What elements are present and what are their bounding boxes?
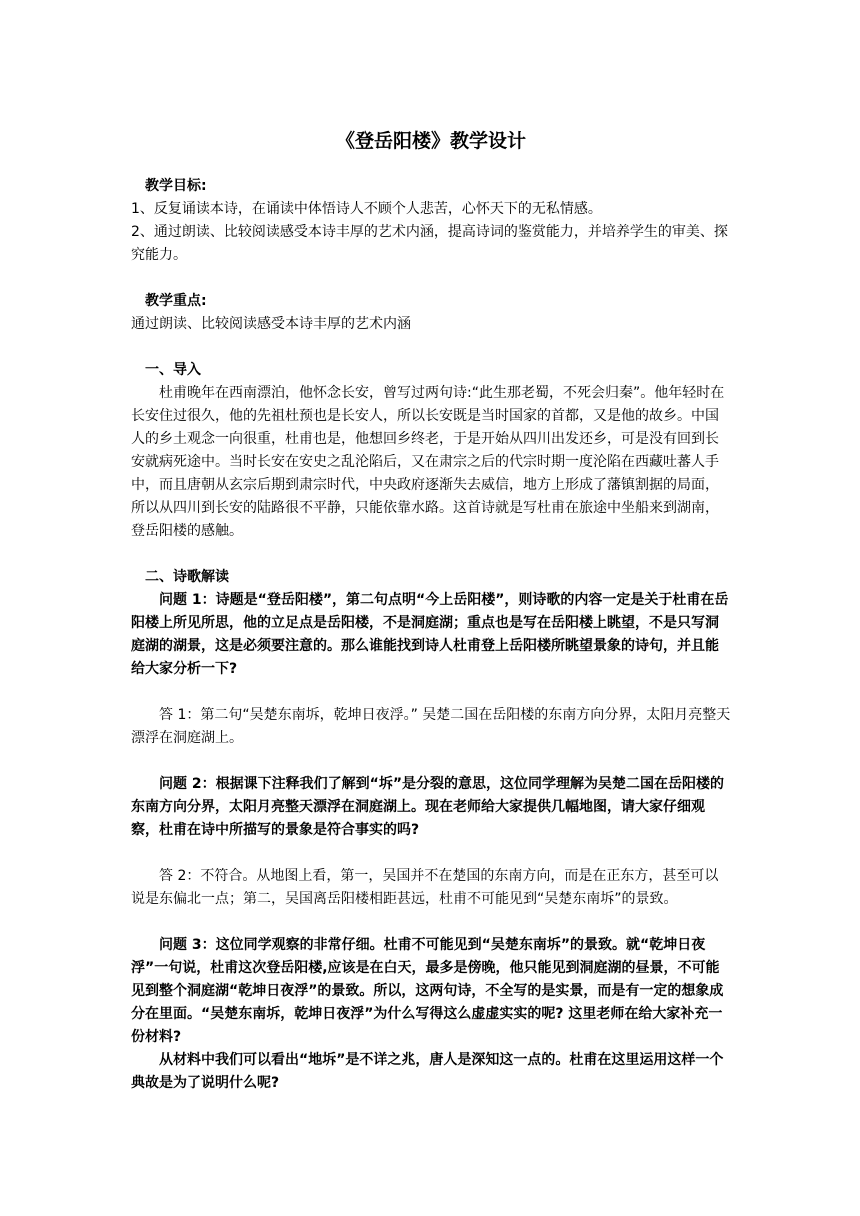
keypoints-heading: 教学重点: [145,292,207,309]
question-3-followup: 从材料中我们可以看出“地坼”是不详之兆，唐人是深知这一点的。杜甫在这里运用这样一个典故是为了说明什么呢? [131,1051,724,1091]
spacer [131,336,731,359]
spacer [131,543,731,566]
objectives-heading: 教学目标: [145,177,207,194]
objective-item-2: 2、通过朗读、比较阅读感受本诗丰厚的艺术内涵，提高诗词的鉴赏能力，并培养学生的审美、探究能力。 [131,223,728,263]
reading-heading: 二、诗歌解读 [145,568,229,585]
spacer [131,750,731,773]
intro-heading: 一、导入 [145,361,201,378]
answer-2: 答 2：不符合。从地图上看，第一，吴国并不在楚国的东南方向，而是在正东方，甚至可以说是东偏北一点；第二，吴国离岳阳楼相距甚远，杜甫不可能见到“吴楚东南坼”的景致。 [131,867,719,907]
intro-paragraph: 杜甫晚年在西南漂泊，他怀念长安，曾写过两句诗:“此生那老蜀，不死会归秦”。他年轻时在长安住过很久，他的先祖杜预也是长安人，所以长安既是当时国家的首都，又是他的故乡。中国人的乡土观念一向很重，杜甫也是，他想回乡终老，于是开始从四川出发还乡，可是没有回到长安就病死途中。当时长安在安史之乱沦陷后，又在肃宗之后的代宗时期一度沦陷在西藏吐蕃人手中，而且唐朝从玄宗后期到肃宗时代，中央政府逐渐失去威信，地方上形成了藩镇割据的局面，所以从四川到长安的陆路很不平静，只能依靠水路。这首诗就是写杜甫在旅途中坐船来到湖南，登岳阳楼的感触。 [131,384,725,539]
document-body [131,128,731,1095]
document-title: 《登岳阳楼》教学设计 [335,130,526,152]
spacer [131,681,731,704]
objective-item-1: 1、反复诵读本诗，在诵读中体悟诗人不顾个人悲苦，心怀天下的无私情感。 [131,200,602,217]
question-2: 问题 2：根据课下注释我们了解到“坼”是分裂的意思，这位同学理解为吴楚二国在岳阳楼的东南方向分界，太阳月亮整天漂浮在洞庭湖上。现在老师给大家提供几幅地图，请大家仔细观察，杜甫在诗中所描写的景象是符合事实的吗? [131,775,725,838]
keypoints-text: 通过朗读、比较阅读感受本诗丰厚的艺术内涵 [131,315,411,332]
answer-1: 答 1：第二句“吴楚东南坼，乾坤日夜浮。” 吴楚二国在岳阳楼的东南方向分界，太阳月亮整天漂浮在洞庭湖上。 [131,706,731,746]
spacer [131,842,731,865]
spacer [131,911,731,934]
question-3: 问题 3：这位同学观察的非常仔细。杜甫不可能见到“吴楚东南坼”的景致。就“乾坤日夜浮”一句说，杜甫这次登岳阳楼,应该是在白天，最多是傍晚，他只能见到洞庭湖的昼景，不可能见到整个洞庭湖“乾坤日夜浮”的景致。所以，这两句诗，不全写的是实景，而是有一定的想象成分在里面。“吴楚东南坼，乾坤日夜浮”为什么写得这么虚虚实实的呢? 这里老师在给大家补充一份材料? [131,936,724,1045]
spacer [131,267,731,290]
question-1: 问题 1：诗题是“登岳阳楼”，第二句点明“今上岳阳楼”，则诗歌的内容一定是关于杜甫在岳阳楼上所见所思，他的立足点是岳阳楼，不是洞庭湖；重点也是写在岳阳楼上眺望，不是只写洞庭湖的湖景，这是必须要注意的。那么谁能找到诗人杜甫登上岳阳楼所眺望景象的诗句，并且能给大家分析一下? [131,591,729,677]
